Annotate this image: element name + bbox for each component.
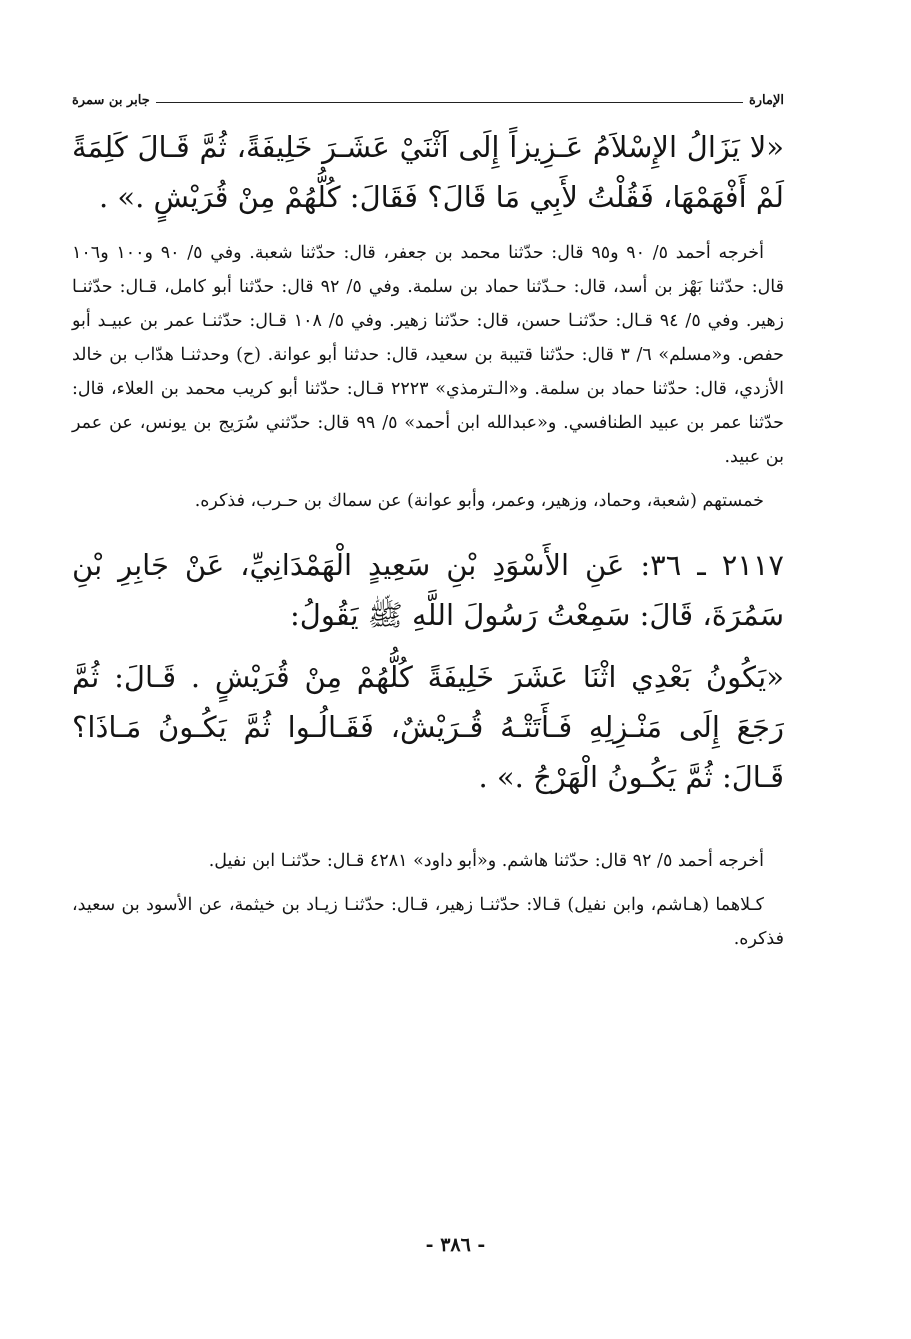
takhrij-paragraph-2: خمستهم (شعبة، وحماد، وزهير، وعمر، وأبو عوانة) عن سماك بن حـرب، فذكره. (194, 491, 764, 511)
takhrij-paragraph-3: أخرجه أحمد ٥/ ٩٢ قال: حدّثنا هاشم. و«أبو داود» ٤٢٨١ قـال: حدّثنـا ابن نفيل. (208, 851, 764, 871)
section-title: جابر بن سمرة (72, 93, 150, 108)
hadith-text-1: «لا يَزَالُ الإِسْلاَمُ عَـزِيزاً إِلَى اَثْنَيْ عَشَـرَ خَلِيفَةً، ثُمَّ قَـالَ كَلِمَةً لَمْ أَفْهَمْهَا، فَقُلْتُ لأَبِي مَا قَالَ؟ فَقَالَ: كُلُّهُمْ مِنْ قُرَيْشٍ .» . (72, 130, 784, 214)
section-spacer (72, 816, 784, 844)
takhrij-paragraph-4: كـلاهما (هـاشم، وابن نفيل) قـالا: حدّثنـا زهير، قـال: حدّثنـا زيـاد بن خيثمة، عن الأسود بن سعيد، فذكره. (72, 895, 784, 949)
page-body (72, 82, 784, 966)
chapter-title: الإمارة (748, 93, 784, 108)
page-number: - ٣٨٦ - (425, 1234, 486, 1256)
running-head (72, 82, 784, 108)
hadith-text-2: «يَكُونُ بَعْدِي اثْنَا عَشَرَ خَلِيفَةً كُلُّهُمْ مِنْ قُرَيْشٍ . قَـالَ: ثُمَّ رَجَعَ إِلَى مَنْـزِلِهِ فَـأَتَتْـهُ قُـرَيْشٌ، فَقَـالُـوا ثُمَّ يَكُـونُ مَـاذَا؟ قَـالَ: ثُمَّ يَكُـونُ الْهَرْجُ .» . (72, 660, 784, 794)
header-rule (156, 102, 743, 103)
takhrij-paragraph-1: أخرجه أحمد ٥/ ٩٠ و٩٥ قال: حدّثنا محمد بن جعفر، قال: حدّثنا شعبة. وفي ٥/ ٩٠ و١٠٠ و١٠٦ قال: حدّثنا بَهْز بن أسد، قال: حـدّثنا حماد بن سلمة. وفي ٥/ ٩٢ قال: حدّثنا أبو كامل، قـال: حدّثنـا زهير. وفي ٥/ ٩٤ قـال: حدّثنـا حسن، قال: حدّثنا زهير. وفي ٥/ ١٠٨ قـال: حدّثنـا عمر بن عبيـد أبو حفص. و«مسلم» ٦/ ٣ قال: حدّثنا قتيبة بن سعيد، قال: حدثنا أبو عوانة. (ح) وحدثنـا هدّاب بن خالد الأزدي، قال: حدّثنا حماد بن سلمة. و«الـترمذي» ٢٢٢٣ قـال: حدّثنا أبو كريب محمد بن العلاء، قال: حدّثنا عمر بن عبيد الطنافسي. و«عبدالله ابن أحمد» ٥/ ٩٩ قال: حدّثني سُرَيج بن يونس، عن عمر بن عبيد. (72, 243, 785, 467)
hadith-heading-2117: ٢١١٧ ـ ٣٦: عَنِ الأَسْوَدِ بْنِ سَعِيدٍ الْهَمْدَانِيِّ، عَنْ جَابِرِ بْنِ سَمُرَةَ، قَالَ: سَمِعْتُ رَسُولَ اللَّهِ ﷺ يَقُولُ: (72, 548, 784, 632)
